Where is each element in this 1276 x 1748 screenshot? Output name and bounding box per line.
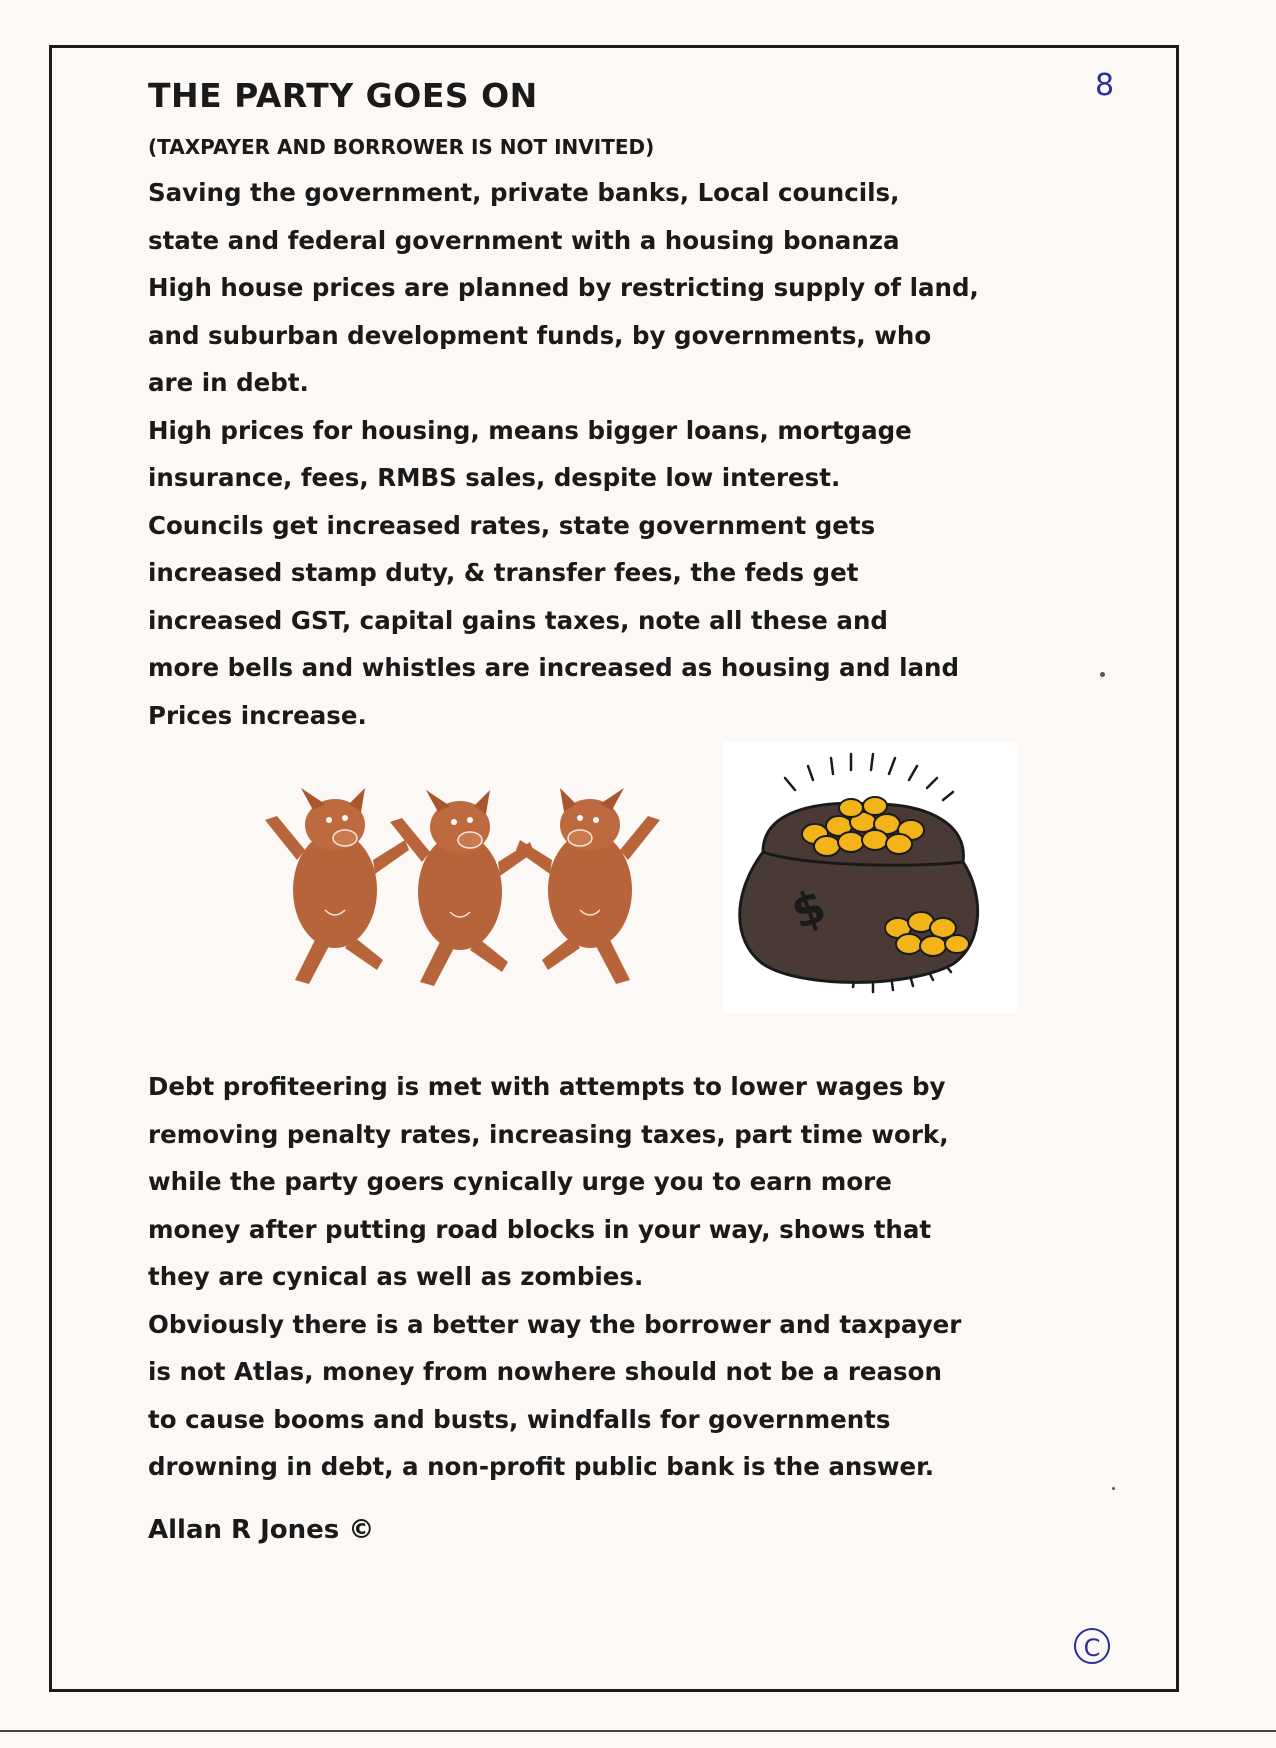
page-number: 8 (1095, 68, 1115, 103)
text-line: while the party goers cynically urge you to earn more (148, 1167, 892, 1196)
dancing-pigs-illustration (255, 770, 695, 995)
text-line: are in debt. (148, 368, 309, 397)
page-title: THE PARTY GOES ON (148, 76, 538, 115)
text-line: insurance, fees, RMBS sales, despite low interest. (148, 463, 841, 492)
text-line: money after putting road blocks in your way, shows that (148, 1214, 932, 1244)
text-line: more bells and whistles are increased as housing and land (148, 653, 960, 682)
text-line: increased stamp duty, & transfer fees, the feds get (148, 558, 859, 587)
page-subtitle: (TAXPAYER AND BORROWER IS NOT INVITED) (148, 135, 655, 159)
copyright-mark: C (1074, 1628, 1110, 1664)
text-line: Councils get increased rates, state government gets (148, 510, 876, 540)
money-bag-illustration (723, 742, 1017, 1013)
ink-speck (1100, 672, 1105, 677)
text-line: state and federal government with a housing bonanza (148, 225, 900, 255)
paragraph-2 (148, 1063, 1158, 1491)
paragraph-1 (148, 169, 1158, 739)
author-signature: Allan R Jones © (148, 1515, 375, 1545)
scan-edge-line (0, 1730, 1276, 1732)
text-line: removing penalty rates, increasing taxes, part time work, (148, 1119, 949, 1149)
text-line: Obviously there is a better way the borrower and taxpayer (148, 1309, 962, 1339)
text-line: High prices for housing, means bigger loans, mortgage (148, 415, 912, 445)
text-line: Saving the government, private banks, Local councils, (148, 178, 900, 207)
ink-speck (1112, 1487, 1115, 1490)
text-line: High house prices are planned by restricting supply of land, (148, 273, 979, 302)
money-bag-panel (723, 742, 1017, 1013)
text-line: drowning in debt, a non-profit public bank is the answer. (148, 1452, 935, 1481)
text-line: Prices increase. (148, 700, 367, 730)
text-line: increased GST, capital gains taxes, note all these and (148, 605, 888, 635)
text-line: Debt profiteering is met with attempts to lower wages by (148, 1072, 946, 1101)
text-line: and suburban development funds, by governments, who (148, 320, 932, 350)
dollar-sign: $ (784, 878, 833, 940)
text-line: they are cynical as well as zombies. (148, 1262, 644, 1291)
text-line: to cause booms and busts, windfalls for governments (148, 1404, 891, 1434)
text-line: is not Atlas, money from nowhere should not be a reason (148, 1357, 942, 1386)
